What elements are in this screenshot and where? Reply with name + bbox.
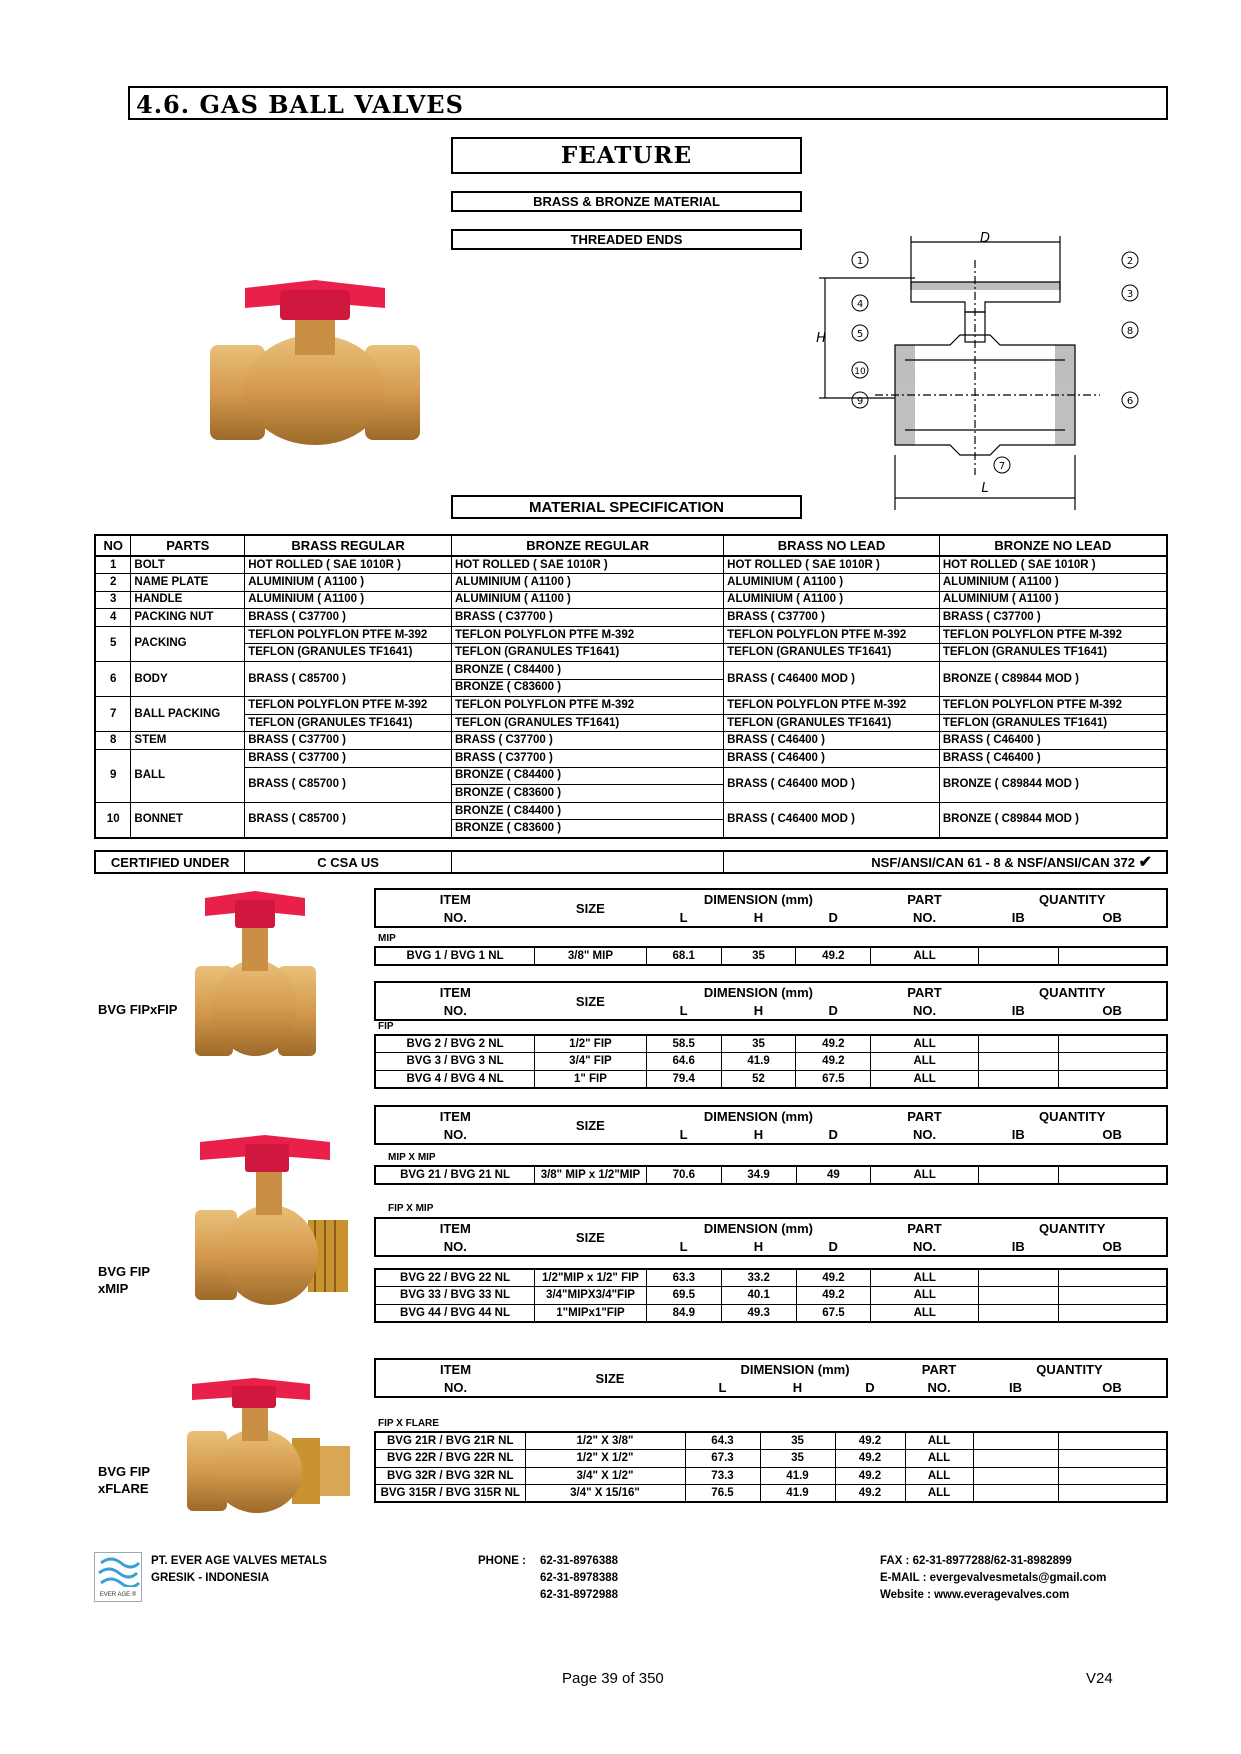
dimension-header-fipxflare: ITEM SIZE DIMENSION (mm) PART QUANTITY NO. L H D NO. IB OB — [374, 1358, 1168, 1398]
section-title: 4.6. GAS BALL VALVES — [136, 90, 464, 119]
svg-text:5: 5 — [856, 329, 864, 340]
phone-label: PHONE : — [478, 1555, 526, 1567]
company-logo: EVER AGE ® — [94, 1552, 142, 1602]
cert-label: CERTIFIED UNDER — [95, 851, 245, 873]
wave-logo-icon — [95, 1553, 141, 1587]
svg-text:9: 9 — [856, 396, 864, 407]
table-row: 5 PACKING TEFLON POLYFLON PTFE M-392 TEFLON POLYFLON PTFE M-392 TEFLON POLYFLON PTFE M-392 TEFLON POLYFLON PTFE M-392 — [95, 626, 1167, 644]
valve-photo-main — [205, 270, 435, 460]
col-header-bronze-regular: BRONZE REGULAR — [452, 535, 724, 556]
table-row: 1 BOLT HOT ROLLED ( SAE 1010R ) HOT ROLLED ( SAE 1010R ) HOT ROLLED ( SAE 1010R ) HOT ROLLED ( SAE 1010R ) — [95, 556, 1167, 574]
feature-item-material: BRASS & BRONZE MATERIAL — [451, 191, 802, 212]
table-row: BRONZE ( C83600 ) — [95, 679, 1167, 697]
table-row: BVG 315R / BVG 315R NL 3/4" X 15/16" 76.5 41.9 49.2 ALL — [375, 1485, 1167, 1503]
col-header-bronze-no-lead: BRONZE NO LEAD — [939, 535, 1167, 556]
table-row: BVG 3 / BVG 3 NL 3/4" FIP 64.6 41.9 49.2 ALL — [375, 1053, 1167, 1071]
dim-label-d: D — [979, 231, 991, 246]
cert-nsf: NSF/ANSI/CAN 61 - 8 & NSF/ANSI/CAN 372 ✔ — [724, 851, 1167, 873]
dimension-header-fipxmip: ITEM SIZE DIMENSION (mm) PART QUANTITY NO. L H D NO. IB OB — [374, 1217, 1168, 1257]
dimension-header-mip: ITEM SIZE DIMENSION (mm) PART QUANTITY NO. L H D NO. IB OB — [374, 888, 1168, 928]
group-label-fip: FIP — [378, 1021, 394, 1032]
dimension-table-mipxmip — [374, 1165, 1168, 1185]
dim-label-l: L — [981, 481, 989, 496]
table-row: TEFLON (GRANULES TF1641) TEFLON (GRANULES TF1641) TEFLON (GRANULES TF1641) TEFLON (GRANULES TF1641) — [95, 644, 1167, 662]
table-row: BRONZE ( C83600 ) — [95, 820, 1167, 838]
table-row: BVG 33 / BVG 33 NL 3/4"MIPX3/4"FIP 69.5 40.1 49.2 ALL — [375, 1287, 1167, 1305]
valve-photo-fipxfip — [190, 886, 320, 1066]
table-row: 2 NAME PLATE ALUMINIUM ( A1100 ) ALUMINIUM ( A1100 ) ALUMINIUM ( A1100 ) ALUMINIUM ( A1100 ) — [95, 574, 1167, 592]
dimension-table-fip — [374, 1034, 1168, 1089]
svg-text:10: 10 — [854, 367, 866, 377]
material-spec-title: MATERIAL SPECIFICATION — [451, 495, 802, 519]
col-header-no: NO — [95, 535, 131, 556]
company-info: PT. EVER AGE VALVES METALS GRESIK - INDONESIA — [151, 1555, 327, 1584]
label-bvg-fipxfip: BVG FIPxFIP — [98, 1002, 178, 1017]
table-row: BVG 44 / BVG 44 NL 1"MIPx1"FIP 84.9 49.3 67.5 ALL — [375, 1304, 1167, 1322]
cert-csa: C CSA US — [245, 851, 452, 873]
certification-row — [94, 850, 1168, 874]
svg-text:4: 4 — [856, 299, 864, 310]
version-label: V24 — [1086, 1670, 1113, 1687]
svg-text:6: 6 — [1126, 396, 1134, 407]
svg-text:8: 8 — [1126, 326, 1134, 337]
col-header-brass-regular: BRASS REGULAR — [245, 535, 452, 556]
dim-label-h: H — [816, 331, 826, 346]
table-row: 8 STEM BRASS ( C37700 ) BRASS ( C37700 ) BRASS ( C46400 ) BRASS ( C46400 ) — [95, 732, 1167, 750]
table-row: 9 BALL BRASS ( C37700 ) BRASS ( C37700 ) BRASS ( C46400 ) BRASS ( C46400 ) — [95, 750, 1167, 768]
table-row: 6 BODY BRASS ( C85700 ) BRONZE ( C84400 ) BRASS ( C46400 MOD ) BRONZE ( C89844 MOD ) — [95, 662, 1167, 680]
table-row: TEFLON (GRANULES TF1641) TEFLON (GRANULES TF1641) TEFLON (GRANULES TF1641) TEFLON (GRANULES TF1641) — [95, 714, 1167, 732]
table-row: 7 BALL PACKING TEFLON POLYFLON PTFE M-392 TEFLON POLYFLON PTFE M-392 TEFLON POLYFLON PTFE M-392 TEFLON POLYFLON PTFE M-392 — [95, 697, 1167, 715]
svg-text:1: 1 — [856, 256, 864, 267]
svg-text:7: 7 — [998, 461, 1006, 472]
spec-header-row — [95, 535, 1167, 556]
dimension-header-mipxmip: ITEM SIZE DIMENSION (mm) PART QUANTITY NO. L H D NO. IB OB — [374, 1105, 1168, 1145]
table-row: BVG 22 / BVG 22 NL 1/2"MIP x 1/2" FIP 63.3 33.2 49.2 ALL — [375, 1269, 1167, 1287]
cert-empty — [451, 851, 723, 873]
material-spec-table — [94, 534, 1168, 839]
table-row: BRONZE ( C83600 ) — [95, 785, 1167, 803]
table-row: 10 BONNET BRASS ( C85700 ) BRONZE ( C84400 ) BRASS ( C46400 MOD ) BRONZE ( C89844 MOD ) — [95, 802, 1167, 820]
dimension-table-mip — [374, 946, 1168, 966]
table-row: 4 PACKING NUT BRASS ( C37700 ) BRASS ( C37700 ) BRASS ( C37700 ) BRASS ( C37700 ) — [95, 609, 1167, 627]
label-bvg-fipxmip: BVG FIP xMIP — [98, 1264, 151, 1296]
dimension-table-fipxflare — [374, 1431, 1168, 1503]
svg-text:2: 2 — [1126, 256, 1134, 267]
feature-heading: FEATURE — [451, 137, 802, 174]
svg-text:3: 3 — [1126, 289, 1134, 300]
table-row: BVG 32R / BVG 32R NL 3/4" X 1/2" 73.3 41.9 49.2 ALL — [375, 1467, 1167, 1485]
nsf-check-icon: ✔ — [1138, 854, 1152, 871]
group-label-fipxmip: FIP X MIP — [388, 1203, 434, 1214]
table-row: BVG 1 / BVG 1 NL 3/8" MIP 68.1 35 49.2 ALL — [375, 947, 1167, 965]
table-row: BVG 21R / BVG 21R NL 1/2" X 3/8" 64.3 35 49.2 ALL — [375, 1432, 1167, 1450]
page-number: Page 39 of 350 — [562, 1670, 664, 1687]
table-row: BVG 22R / BVG 22R NL 1/2" X 1/2" 67.3 35 49.2 ALL — [375, 1450, 1167, 1468]
valve-photo-fipxflare — [182, 1376, 362, 1516]
group-label-mip: MIP — [378, 933, 396, 944]
valve-cross-section-diagram — [815, 230, 1145, 510]
table-row: BRASS ( C85700 ) BRONZE ( C84400 ) BRASS ( C46400 MOD ) BRONZE ( C89844 MOD ) — [95, 767, 1167, 785]
col-header-parts: PARTS — [131, 535, 245, 556]
table-row: BVG 21 / BVG 21 NL 3/8" MIP x 1/2"MIP 70.6 34.9 49 ALL — [375, 1166, 1167, 1184]
group-label-mipxmip: MIP X MIP — [388, 1152, 436, 1163]
feature-item-ends: THREADED ENDS — [451, 229, 802, 250]
table-row: 3 HANDLE ALUMINIUM ( A1100 ) ALUMINIUM ( A1100 ) ALUMINIUM ( A1100 ) ALUMINIUM ( A1100 ) — [95, 591, 1167, 609]
contact-info: FAX : 62-31-8977288/62-31-8982899 E-MAIL : evergevalvesmetals@gmail.com Website : www.everagevalves.com — [880, 1555, 1107, 1601]
phone-numbers: 62-31-8976388 62-31-8978388 62-31-8972988 — [540, 1555, 619, 1601]
valve-photo-fipxmip — [190, 1130, 355, 1320]
table-row: BVG 4 / BVG 4 NL 1" FIP 79.4 52 67.5 ALL — [375, 1070, 1167, 1088]
dimension-header-fip: ITEM SIZE DIMENSION (mm) PART QUANTITY NO. L H D NO. IB OB — [374, 981, 1168, 1021]
section-title-box — [128, 86, 1168, 120]
dimension-table-fipxmip — [374, 1268, 1168, 1323]
label-bvg-fipxflare: BVG FIP xFLARE — [98, 1464, 151, 1496]
table-row: BVG 2 / BVG 2 NL 1/2" FIP 58.5 35 49.2 ALL — [375, 1035, 1167, 1053]
group-label-fipxflare: FIP X FLARE — [378, 1418, 439, 1429]
col-header-brass-no-lead: BRASS NO LEAD — [724, 535, 940, 556]
